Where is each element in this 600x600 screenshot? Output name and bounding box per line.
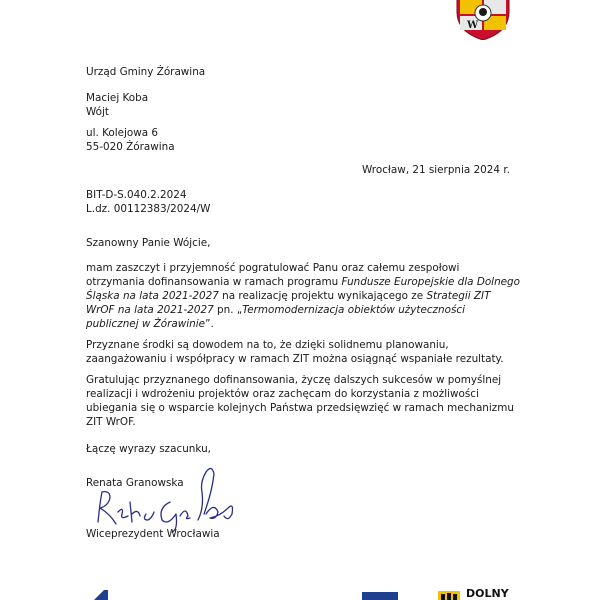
paragraph3-line4: ZIT WrOF. <box>86 416 136 428</box>
salutation: Szanowny Panie Wójcie, <box>86 237 211 249</box>
paragraph1-line4: WrOF na lata 2021-2027 pn. „Termomodernizacja obiektów użyteczności <box>86 304 465 316</box>
paragraph1-line5: publicznej w Żórawinie”. <box>86 318 214 330</box>
recipient-street: ul. Kolejowa 6 <box>86 127 159 139</box>
dolny-slask-label: DOLNY <box>466 587 509 600</box>
recipient-office: Urząd Gminy Żórawina <box>86 66 206 78</box>
paragraph1-line3: Śląska na lata 2021-2027 na realizację projektu wynikającego ze Strategii ZIT <box>86 290 491 302</box>
place-date: Wrocław, 21 sierpnia 2024 r. <box>362 164 510 176</box>
wroclaw-coat-of-arms-icon <box>454 0 512 40</box>
reference-number: BIT-D-S.040.2.2024 <box>86 189 187 201</box>
paragraph1-line2: otrzymania dofinansowania w ramach programu Fundusze Europejskie dla Dolnego <box>86 276 520 288</box>
paragraph2-line2: zaangażowaniu i współpracy w ramach ZIT można osiągnąć wspaniałe rezultaty. <box>86 353 504 365</box>
paragraph3-line3: ubiegania się o wsparcie kolejnych Państwa przedsięwzięć w ramach mechanizmu <box>86 402 514 414</box>
eu-flag-icon <box>362 592 398 600</box>
paragraph2-line1: Przyznane środki są dowodem na to, że dzięki solidnemu planowaniu, <box>86 339 449 351</box>
recipient-title: Wójt <box>86 106 109 118</box>
reference-ldz: L.dz. 00112383/2024/W <box>86 203 211 215</box>
dolny-slask-logo-icon <box>438 589 460 600</box>
signatory-name: Renata Granowska <box>86 477 184 489</box>
handwritten-signature <box>88 462 248 534</box>
signatory-position: Wiceprezydent Wrocławia <box>86 528 220 540</box>
program-logo-icon <box>92 588 112 600</box>
svg-text:W: W <box>467 20 479 31</box>
paragraph3-line2: realizacji i wdrożeniu projektów oraz zachęcam do korzystania z możliwości <box>86 388 479 400</box>
recipient-postal-city: 55-020 Żórawina <box>86 141 175 153</box>
paragraph3-line1: Gratulując przyznanego dofinansowania, życzę dalszych sukcesów w pomyślnej <box>86 374 502 386</box>
recipient-name: Maciej Koba <box>86 92 149 104</box>
paragraph1-line1: mam zaszczyt i przyjemność pogratulować Panu oraz całemu zespołowi <box>86 262 460 274</box>
closing: Łączę wyrazy szacunku, <box>86 443 211 455</box>
